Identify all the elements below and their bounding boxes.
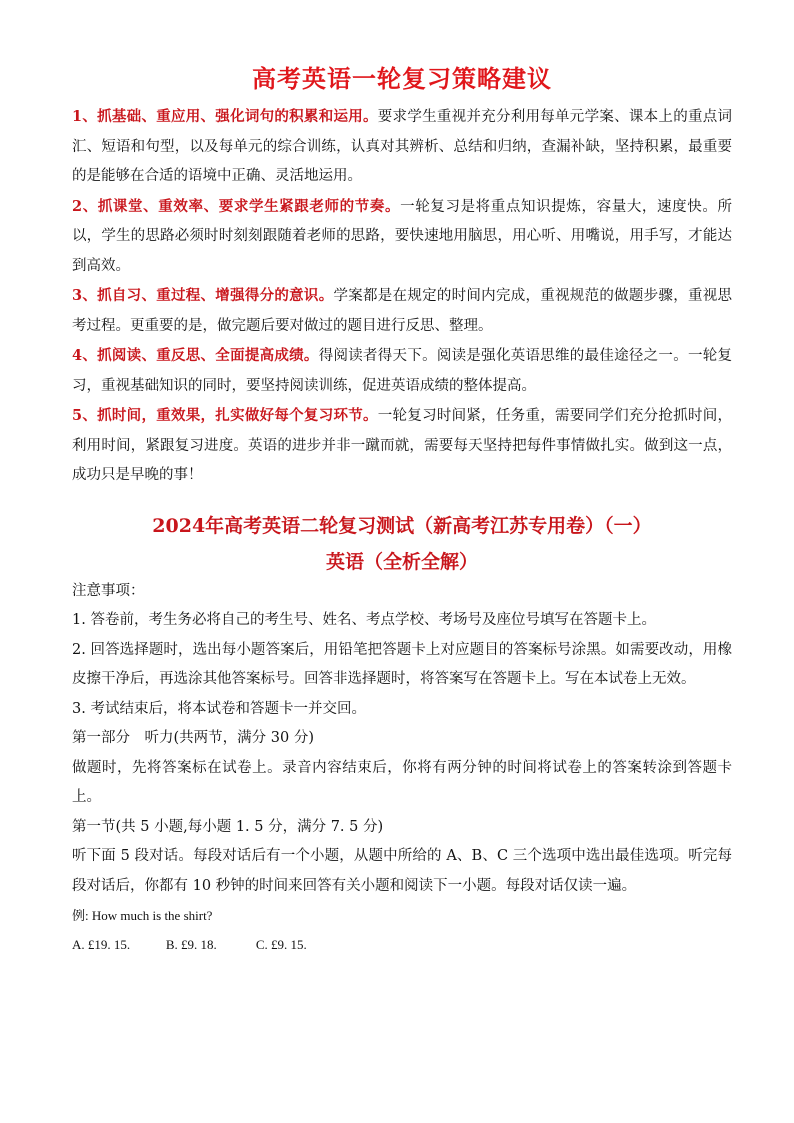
strategy-title: 高考英语一轮复习策略建议: [252, 64, 552, 93]
strategy-item-text: 学案都是在规定的时间内完成，重视规范的做题步骤，重视思考过程。更重要的是，做完题后要对做过的题目进行反思、整理。: [72, 288, 733, 334]
strategy-item-text: 要求学生重视并充分利用每单元学案、课本上的重点词汇、短语和句型，以及每单元的综合训练，认真对其辨析、总结和归纳，查漏补缺，坚持积累，最重要的是能够在合适的语境中正确、灵活地运用。: [72, 109, 733, 184]
exam-subtitle: 英语（全析全解）: [325, 550, 478, 573]
strategy-item-lead: 5、抓时间，重效果，扎实做好每个复习环节。: [72, 407, 378, 424]
strategy-item-lead: 2、抓课堂、重效率、要求学生紧跟老师的节奏。: [72, 197, 401, 215]
exam-title: 2024年高考英语二轮复习测试（新高考江苏专用卷）（一）: [152, 514, 652, 537]
strategy-item: [72, 192, 732, 282]
notice-heading: 注意事项：: [72, 582, 145, 599]
strategy-item-text: 得阅读者得天下。阅读是强化英语思维的最佳途径之一。一轮复习，重视基础知识的同时，要坚持阅读训练，促进英语成绩的整体提高。: [72, 348, 733, 394]
strategy-item: [72, 401, 732, 491]
part-heading: 第一部分 听力(共两节，满分 30 分): [72, 730, 314, 746]
option-c: C. £9. 15.: [255, 937, 307, 952]
strategy-item: [72, 341, 732, 401]
option-b: B. £9. 18.: [165, 937, 217, 952]
option-a: A. £19. 15.: [72, 937, 131, 952]
strategy-item: [72, 102, 732, 192]
strategy-item-text: 一轮复习是将重点知识提炼，容量大，速度快。所以，学生的思路必须时时刻刻跟随着老师的思路，要快速地用脑思，用心听、用嘴说，用手写，才能达到高效。: [72, 198, 733, 274]
notice-item: 1. 答卷前，考生务必将自己的考生号、姓名、考点学校、考场号及座位号填写在答题卡上。: [72, 612, 656, 628]
strategy-item-lead: 4、抓阅读、重反思、全面提高成绩。: [72, 347, 319, 364]
document-page: [72, 64, 732, 959]
example-question: 例: How much is the shirt?: [72, 908, 213, 923]
example-options: [72, 930, 732, 959]
part-instruction: 做题时，先将答案标在试卷上。录音内容结束后，你将有两分钟的时间将试卷上的答案转涂到答题卡上。: [72, 759, 732, 805]
strategy-item: [72, 281, 732, 341]
strategy-item-text: 一轮复习时间紧，任务重，需要同学们充分抢抓时间，利用时间，紧跟复习进度。英语的进步并非一蹴而就，需要每天坚持把每件事情做扎实。做到这一点，成功只是早晚的事！: [72, 408, 733, 483]
notice-item: 2. 回答选择题时，选出每小题答案后，用铅笔把答题卡上对应题目的答案标号涂黑。如需要改动，用橡皮擦干净后，再选涂其他答案标号。回答非选择题时，将答案写在答题卡上。写在本试卷上无效。: [72, 641, 732, 687]
section-heading: 第一节(共 5 小题,每小题 1. 5 分，满分 7. 5 分): [72, 818, 384, 835]
strategy-item-lead: 3、抓自习、重过程、增强得分的意识。: [72, 287, 334, 304]
section-instruction: 听下面 5 段对话。每段对话后有一个小题，从题中所给的 A、B、C 三个选项中选出最佳选项。听完每段对话后，你都有 10 秒钟的时间来回答有关小题和阅读下一小题。每段对话仅读一遍。: [72, 848, 732, 894]
strategy-item-lead: 1、抓基础、重应用、强化词句的积累和运用。: [72, 108, 378, 125]
notice-item: 3. 考试结束后，将本试卷和答题卡一并交回。: [72, 700, 366, 717]
